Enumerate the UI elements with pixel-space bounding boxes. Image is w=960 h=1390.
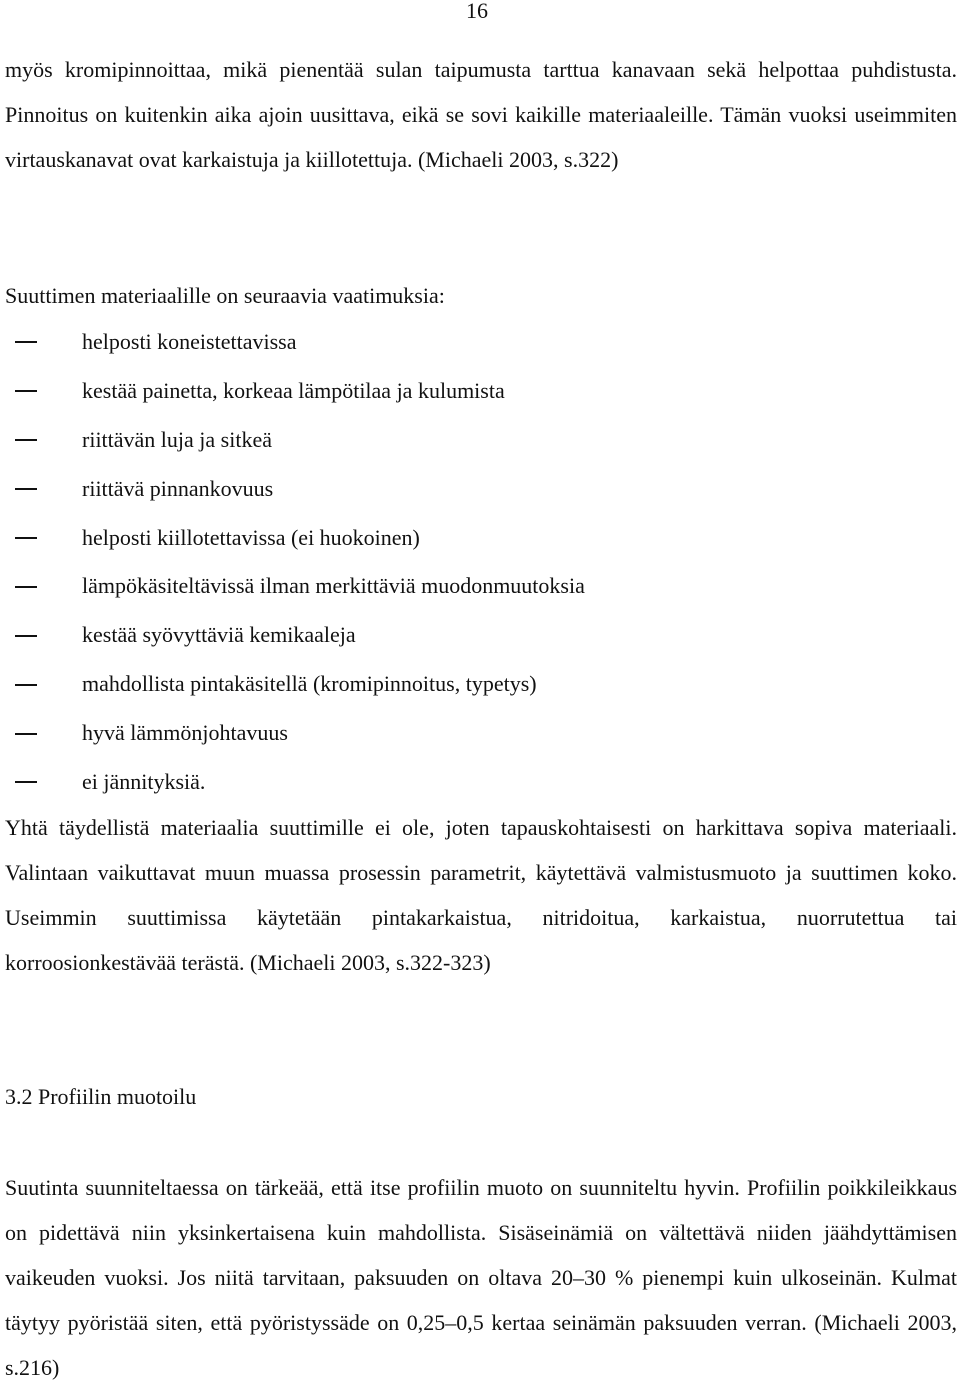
paragraph-material-choice: Yhtä täydellistä materiaalia suuttimille ei ole, joten tapauskohtaisesti on harkittava sopiva materiaali. Valintaan vaikuttavat muun muassa prosessin parametrit, käytettävä valmistusmuoto ja suuttimen koko. Useimmin suuttimissa käytetään pintakarkaistua, nitridoitua, karkaistua, nuorrutettua tai korroosionkestävää terästä. (Michaeli 2003, s.322-323) <box>5 815 957 975</box>
section-heading-block <box>5 1077 957 1117</box>
paragraph-chrome-plating: myös kromipinnoittaa, mikä pienentää sulan taipumusta tarttua kanavaan sekä helpottaa puhdistusta. Pinnoitus on kuitenkin aika ajoin uusittava, eikä se sovi kaikille materiaaleille. Tämän vuoksi useimmiten virtauskanavat ovat karkaistuja ja kiillotettuja. (Michaeli 2003, s.322) <box>5 57 957 172</box>
dash-bullet-icon <box>15 733 37 735</box>
dash-bullet-icon <box>15 341 37 343</box>
list-item: helposti kiillotettavissa (ei huokoinen) <box>5 514 957 563</box>
paragraph-intro-block <box>5 47 957 182</box>
paragraph-profile-design: Suutinta suunniteltaessa on tärkeää, että itse profiilin muoto on suunniteltu hyvin. Profiilin poikkileikkaus on pidettävä niin yksinkertaisena kuin mahdollista. Sisäseinämiä on vältettävä niiden jäähdyttämisen vaikeuden vuoksi. Jos niitä tarvitaan, paksuuden on oltava 20–30 % pienempi kuin ulkoseinän. Kulmat täytyy pyöristää siten, että pyöristyssäde on 0,25–0,5 kertaa seinämän paksuuden verran. (Michaeli 2003, s.216) <box>5 1175 957 1380</box>
dash-bullet-icon <box>15 439 37 441</box>
list-item: hyvä lämmönjohtavuus <box>5 709 957 758</box>
list-item: kestää syövyttäviä kemikaaleja <box>5 611 957 660</box>
list-item: ei jännityksiä. <box>5 758 957 807</box>
dash-bullet-icon <box>15 635 37 637</box>
list-item: lämpökäsiteltävissä ilman merkittäviä muodonmuutoksia <box>5 562 957 611</box>
list-item: helposti koneistettavissa <box>5 318 957 367</box>
dash-bullet-icon <box>15 537 37 539</box>
dash-bullet-icon <box>15 586 37 588</box>
list-item: riittävän luja ja sitkeä <box>5 416 957 465</box>
requirements-block <box>5 273 957 807</box>
paragraph-materials-block <box>5 805 957 985</box>
section-heading: 3.2 Profiilin muotoilu <box>5 1084 197 1109</box>
page-number: 16 <box>466 0 488 23</box>
dash-bullet-icon <box>15 684 37 686</box>
list-item: mahdollista pintakäsitellä (kromipinnoitus, typetys) <box>5 660 957 709</box>
requirements-intro: Suuttimen materiaalille on seuraavia vaatimuksia: <box>5 283 445 308</box>
list-item: kestää painetta, korkeaa lämpötilaa ja kulumista <box>5 367 957 416</box>
dash-bullet-icon <box>15 390 37 392</box>
paragraph-profile-block <box>5 1165 957 1390</box>
dash-bullet-icon <box>15 781 37 783</box>
requirements-list <box>5 318 957 807</box>
dash-bullet-icon <box>15 488 37 490</box>
list-item: riittävä pinnankovuus <box>5 465 957 514</box>
